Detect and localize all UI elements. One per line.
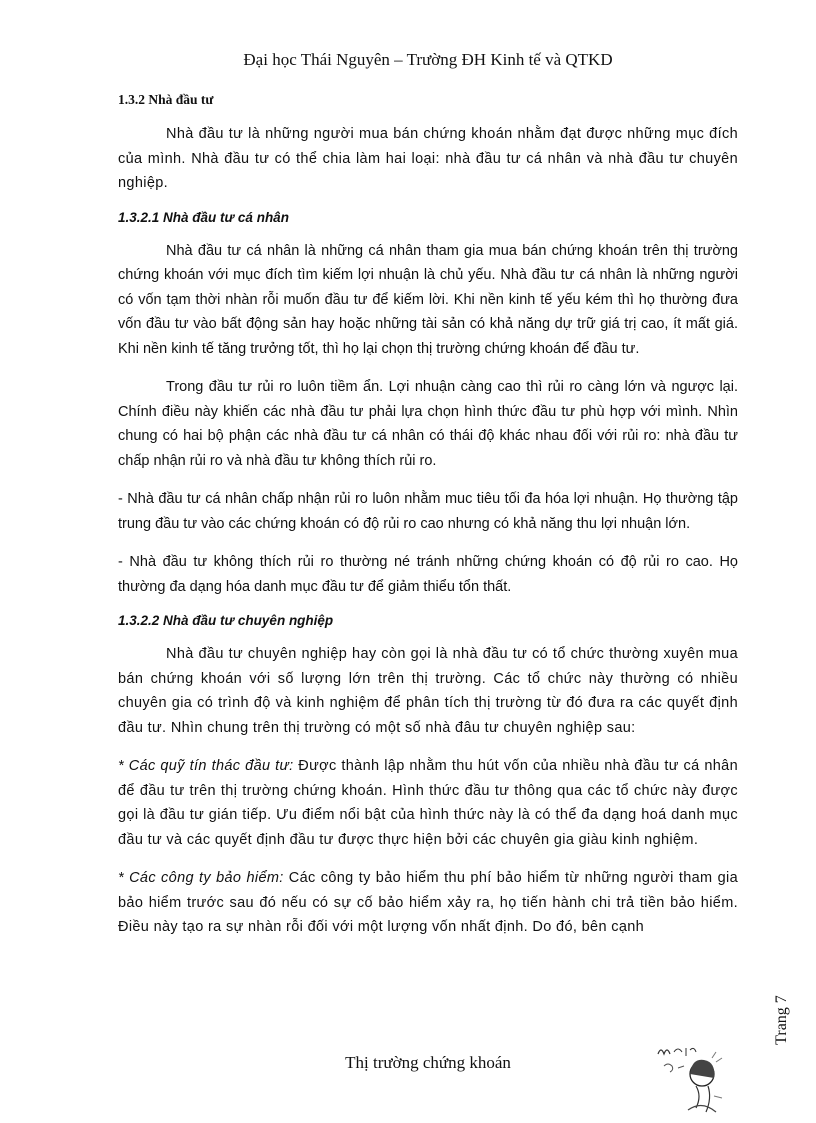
item-text: Các công ty bảo hiểm thu phí bảo hiểm từ những người tham gia bảo hiểm trước sau đó nếu có sự cố bảo hiểm xảy ra, họ tiến hành chi trả tiền bảo hiểm. Điều này tạo ra sự nhàn rỗi đối với một lượng vốn nhất định. Do đó, bên cạnh: [118, 870, 739, 935]
item-label: * Các quỹ tín thác đầu tư:: [118, 758, 294, 774]
professional-item-investment-funds: [118, 754, 738, 852]
professional-item-insurance: [118, 866, 738, 940]
subsection-heading-professional: 1.3.2.2 Nhà đầu tư chuyên nghiệp: [118, 613, 334, 628]
page-footer: Thị trường chứng khoán: [345, 1053, 511, 1072]
individual-bullet-2: - Nhà đầu tư không thích rủi ro thường né tránh những chứng khoán có độ rủi ro cao. Họ thường đa dạng hóa danh mục đầu tư để giảm thiểu tổn thất.: [118, 554, 738, 595]
item-text: Được thành lập nhằm thu hút vốn của nhiều nhà đầu tư cá nhân để đầu tư trên thị trường chứng khoán. Hình thức đầu tư thông qua các tổ chức này được gọi là đầu tư gián tiếp. Ưu điểm nổi bật của hình thức này là có thể đa dạng hoá danh mục đầu tư và các quyết định đầu tư được thực hiện bởi các chuyên gia giàu kinh nghiệm.: [118, 758, 738, 848]
section-heading: 1.3.2 Nhà đầu tư: [118, 92, 214, 107]
individual-paragraph-2: Trong đầu tư rủi ro luôn tiềm ẩn. Lợi nhuận càng cao thì rủi ro càng lớn và ngược lại. Chính điều này khiến các nhà đầu tư phải lựa chọn hình thức đầu tư phù hợp với mình. Nhìn chung có hai bộ phận các nhà đầu tư cá nhân có thái độ khác nhau đối với rủi ro: nhà đầu tư chấp nhận rủi ro và nhà đầu tư không thích rủi ro.: [118, 379, 738, 469]
page-body: [118, 92, 738, 954]
item-label: * Các công ty bảo hiểm:: [118, 870, 284, 886]
individual-paragraph-1: Nhà đầu tư cá nhân là những cá nhân tham gia mua bán chứng khoán trên thị trường chứng khoán với mục đích tìm kiếm lợi nhuận là chủ yếu. Nhà đầu tư cá nhân là những người có vốn tạm thời nhàn rỗi muốn đầu tư để kiếm lời. Khi nền kinh tế yếu kém thì họ thường đưa vốn đầu tư vào bất động sản hay hoặc những tài sản có khả năng dự trữ giá trị cao, ít mất giá. Khi nền kinh tế tăng trưởng tốt, thì họ lại chọn thị trường chứng khoán để đầu tư.: [118, 242, 738, 357]
page-number: Trang 7: [773, 995, 790, 1045]
subsection-heading-individual: 1.3.2.1 Nhà đầu tư cá nhân: [118, 209, 289, 225]
individual-bullet-1: - Nhà đầu tư cá nhân chấp nhận rủi ro luôn nhằm muc tiêu tối đa hóa lợi nhuận. Họ thường tập trung đầu tư vào các chứng khoán có độ rủi ro cao nhưng có khả năng thu lợi nhuận lớn.: [118, 491, 738, 532]
decorative-girl-logo: [650, 1040, 730, 1118]
professional-paragraph-1: Nhà đầu tư chuyên nghiệp hay còn gọi là nhà đầu tư có tổ chức thường xuyên mua bán chứng khoán với số lượng lớn trên thị trường. Các tổ chức này thường có nhiều chuyên gia có trình độ và kinh nghiệm để phân tích thị trường từ đó đưa ra các quyết định đầu tư. Nhìn chung trên thị trường có một số nhà đâu tư chuyên nghiệp sau:: [118, 646, 738, 736]
section-intro: Nhà đầu tư là những người mua bán chứng khoán nhằm đạt được những mục đích của mình. Nhà đầu tư có thể chia làm hai loại: nhà đầu tư cá nhân và nhà đầu tư chuyên nghiệp.: [118, 126, 738, 191]
page-header: Đại học Thái Nguyên – Trường ĐH Kinh tế và QTKD: [243, 50, 613, 69]
